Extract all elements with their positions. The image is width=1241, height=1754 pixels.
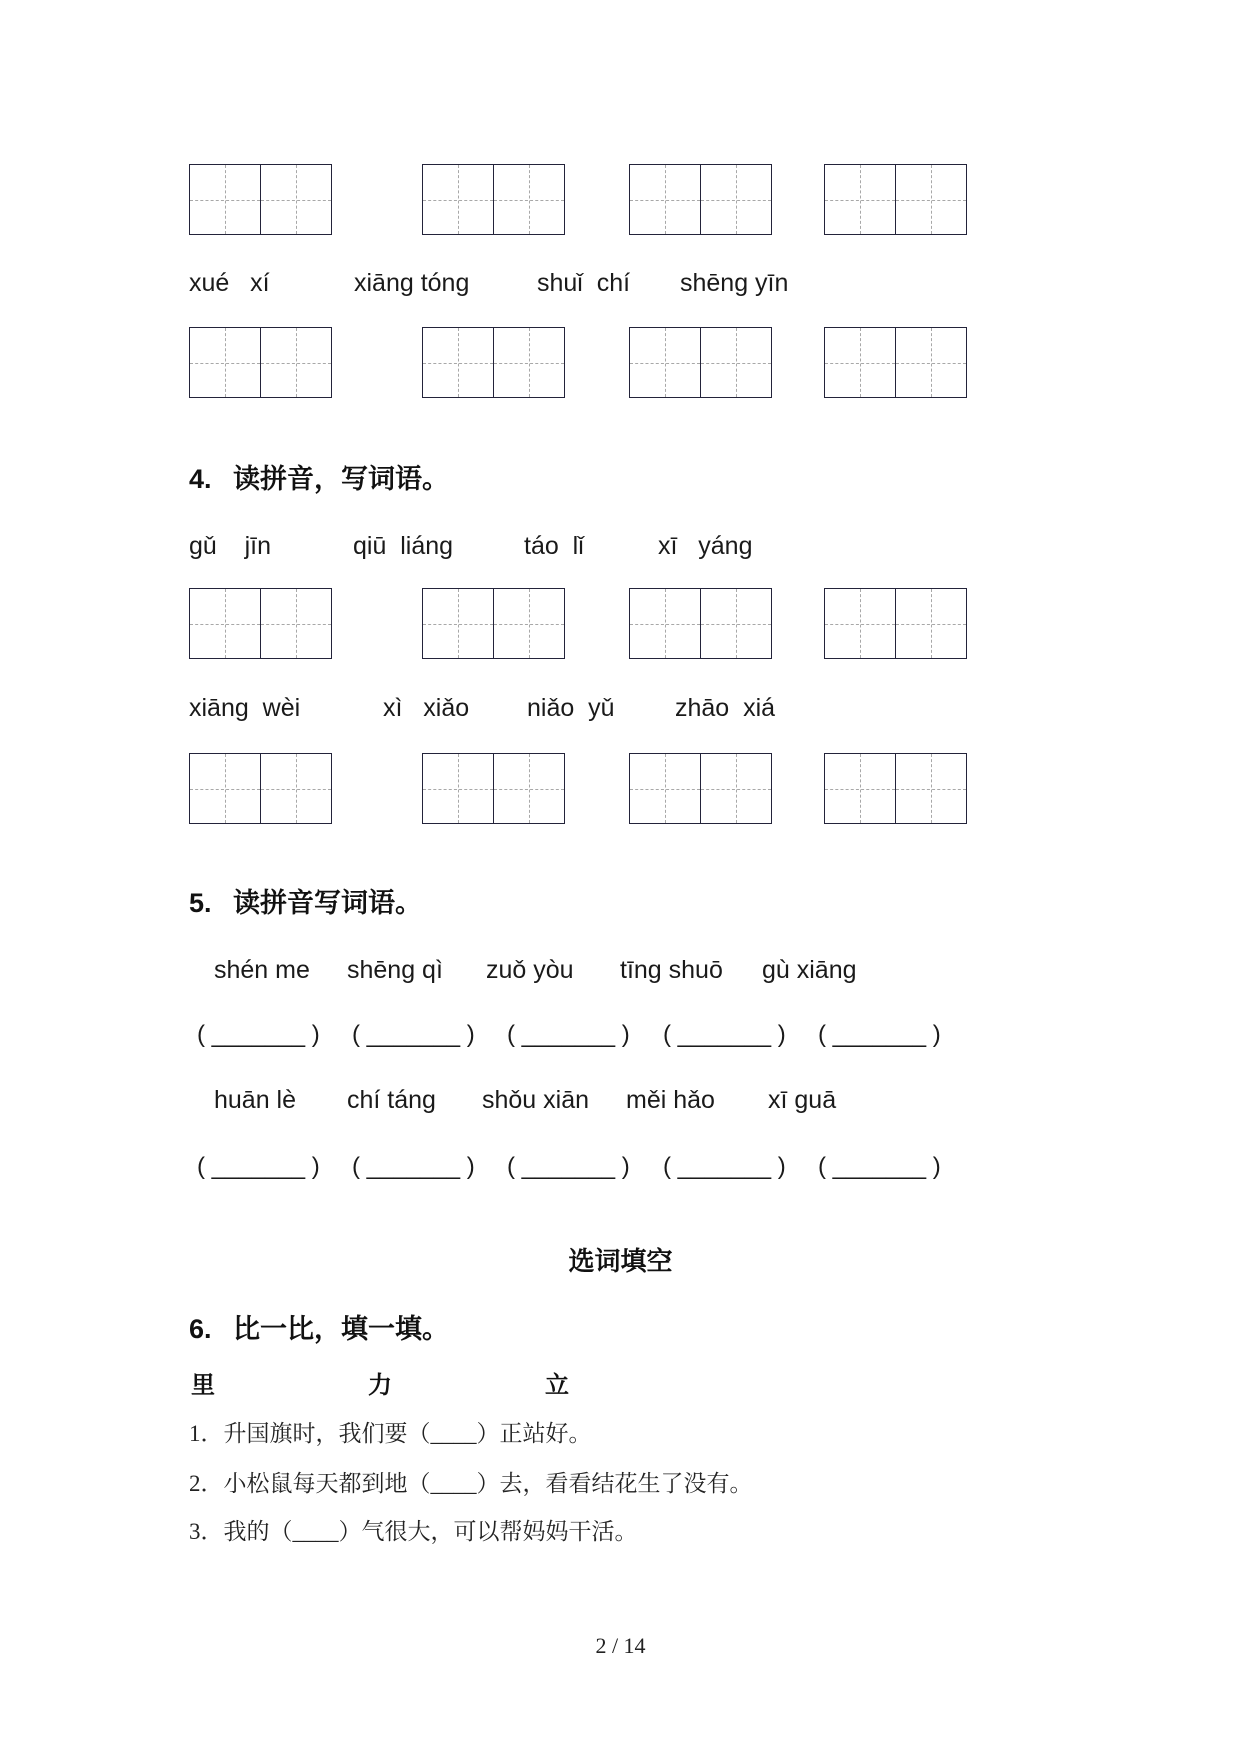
grid-cell [423,165,494,234]
category-heading: 选词填空 [568,1247,673,1277]
grid-cell [190,165,261,234]
grid-cell [630,754,701,823]
fill-sentence: 1．升国旗时，我们要（____）正站好。 [189,1421,592,1446]
pinyin-label: xiāng wèi [189,694,301,722]
question-number: 5. [189,888,212,918]
writing-grid [189,327,332,398]
pinyin-label: xì xiǎo [383,694,470,722]
grid-cell [630,165,701,234]
fill-sentence: 3．我的（____）气很大，可以帮妈妈干活。 [189,1519,638,1544]
writing-grid [422,164,565,235]
pinyin-label: shǒu xiān [482,1086,590,1114]
word-choice: 里 [191,1371,215,1399]
grid-cell [701,328,771,397]
writing-grid [629,588,772,659]
writing-grid [189,164,332,235]
question-title: 比一比，填一填。 [233,1314,449,1345]
writing-grid [824,164,967,235]
grid-cell [630,328,701,397]
writing-grid [629,753,772,824]
answer-blank: ( _______ ) [352,1021,475,1048]
pinyin-label: xiāng tóng [354,269,470,297]
question-heading [189,1312,449,1347]
answer-blank: ( _______ ) [663,1153,786,1180]
question-title: 读拼音写词语。 [233,888,422,919]
writing-grid [422,327,565,398]
grid-cell [423,328,494,397]
pinyin-label: niǎo yǔ [527,694,615,722]
pinyin-label: zuǒ yòu [486,956,574,984]
answer-blank: ( _______ ) [197,1153,320,1180]
pinyin-label: xī yáng [658,532,753,560]
pinyin-label: qiū liáng [353,532,454,560]
writing-grid [189,588,332,659]
writing-grid [189,753,332,824]
grid-cell [701,589,771,658]
pinyin-label: zhāo xiá [675,694,776,722]
pinyin-label: shuǐ chí [537,269,631,297]
grid-cell [423,589,494,658]
grid-cell [896,165,966,234]
page-number: 2 / 14 [595,1633,646,1658]
pinyin-label: měi hǎo [626,1086,715,1114]
pinyin-label: shén me [214,956,310,984]
grid-cell [825,589,896,658]
grid-cell [825,165,896,234]
question-heading [189,886,422,921]
question-heading [189,462,449,497]
writing-grid [422,588,565,659]
writing-grid [824,327,967,398]
grid-cell [190,754,261,823]
grid-cell [701,754,771,823]
pinyin-label: shēng qì [347,956,443,984]
question-number: 4. [189,464,212,494]
word-choice: 力 [368,1371,392,1399]
pinyin-label: táo lǐ [524,532,584,560]
pinyin-label: shēng yīn [680,269,789,297]
grid-cell [494,754,564,823]
pinyin-label: huān lè [214,1086,297,1114]
answer-blank: ( _______ ) [507,1021,630,1048]
grid-cell [825,754,896,823]
question-title: 读拼音，写词语。 [233,464,449,495]
grid-cell [896,589,966,658]
pinyin-label: chí táng [347,1086,436,1114]
pinyin-label: xī guā [768,1086,837,1114]
grid-cell [423,754,494,823]
question-number: 6. [189,1314,212,1344]
grid-cell [261,165,331,234]
pinyin-label: gǔ jīn [189,532,271,560]
grid-cell [896,754,966,823]
pinyin-label: tīng shuō [620,956,723,984]
answer-blank: ( _______ ) [197,1021,320,1048]
writing-grid [629,164,772,235]
pinyin-label: xué xí [189,269,270,297]
fill-sentence: 2．小松鼠每天都到地（____）去，看看结花生了没有。 [189,1471,753,1496]
answer-blank: ( _______ ) [507,1153,630,1180]
grid-cell [494,589,564,658]
writing-grid [824,753,967,824]
grid-cell [896,328,966,397]
grid-cell [190,589,261,658]
answer-blank: ( _______ ) [818,1021,941,1048]
answer-blank: ( _______ ) [818,1153,941,1180]
grid-cell [630,589,701,658]
pinyin-label: gù xiāng [762,956,857,984]
grid-cell [494,328,564,397]
word-choice: 立 [545,1371,569,1399]
writing-grid [824,588,967,659]
grid-cell [494,165,564,234]
writing-grid [422,753,565,824]
answer-blank: ( _______ ) [663,1021,786,1048]
grid-cell [825,328,896,397]
grid-cell [261,328,331,397]
grid-cell [261,754,331,823]
grid-cell [190,328,261,397]
writing-grid [629,327,772,398]
answer-blank: ( _______ ) [352,1153,475,1180]
grid-cell [261,589,331,658]
grid-cell [701,165,771,234]
